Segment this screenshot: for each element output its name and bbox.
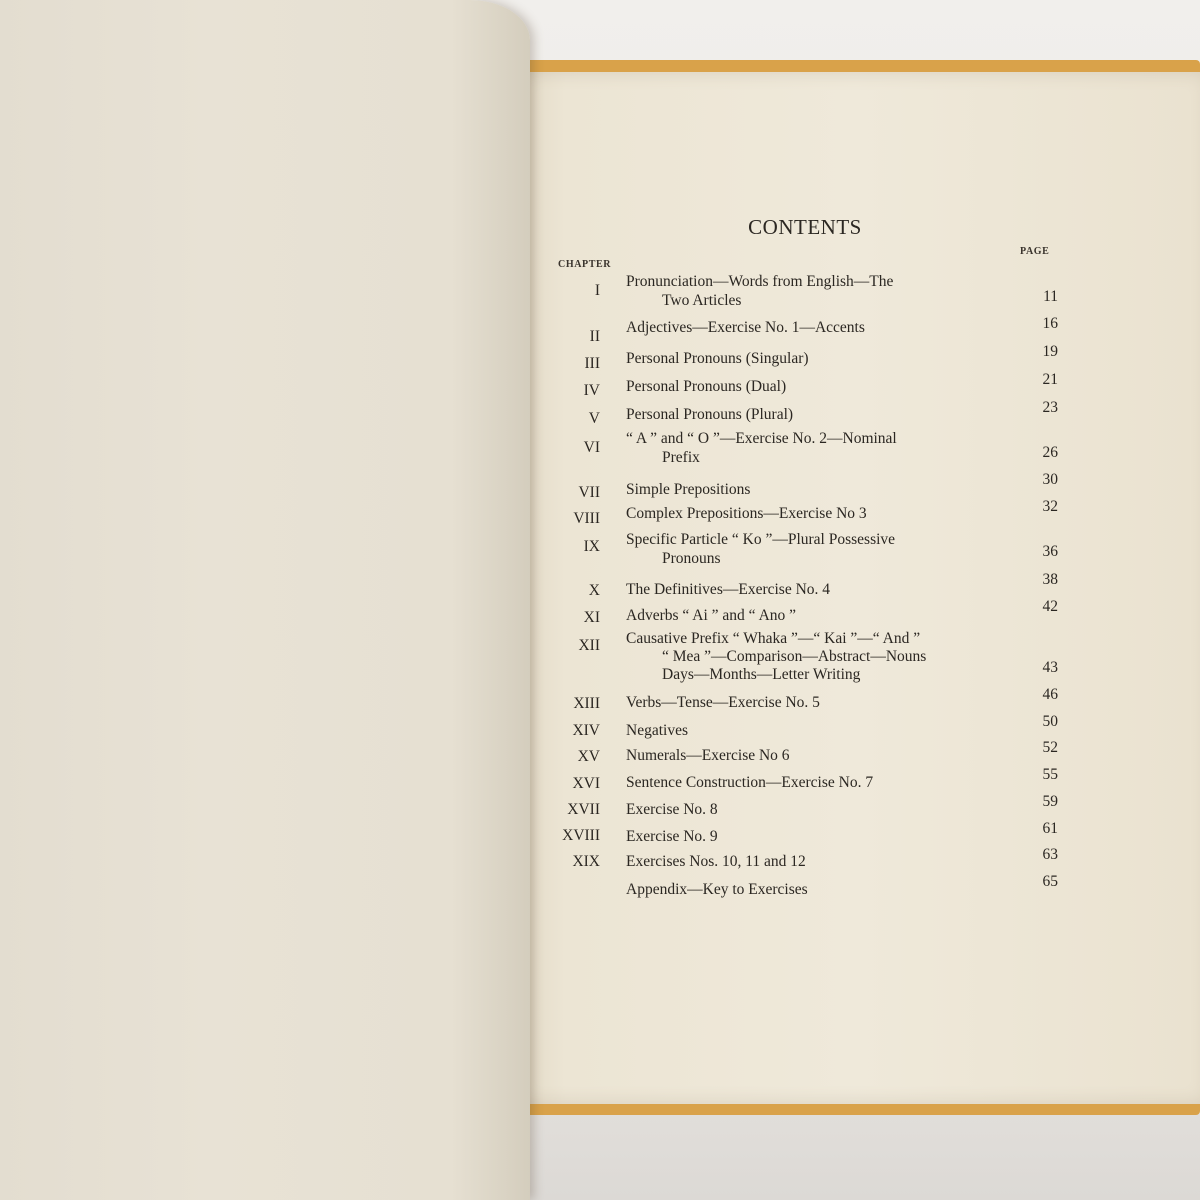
chapter-title: Simple Prepositions bbox=[626, 481, 751, 498]
chapter-title-line: Specific Particle “ Ko ”—Plural Possessive bbox=[626, 531, 896, 548]
chapter-title: Appendix—Key to Exercises bbox=[626, 881, 808, 898]
chapter-title-line: “ Mea ”—Comparison—Abstract—Nouns bbox=[662, 648, 927, 665]
chapter-numeral: XVIII bbox=[562, 827, 600, 844]
page-title: CONTENTS bbox=[748, 215, 862, 239]
chapter-numeral: VII bbox=[578, 484, 600, 501]
toc-entry bbox=[540, 630, 1070, 683]
page-number: 46 bbox=[1042, 686, 1058, 703]
page-number: 23 bbox=[1042, 399, 1058, 416]
chapter-title: Adverbs “ Ai ” and “ Ano ” bbox=[626, 607, 797, 624]
chapter-title: Exercise No. 8 bbox=[626, 801, 718, 818]
page-number: 19 bbox=[1042, 343, 1058, 360]
chapter-numeral: XII bbox=[578, 637, 600, 654]
chapter-numeral: X bbox=[588, 582, 600, 599]
page-number: 36 bbox=[1042, 543, 1058, 560]
page-number: 16 bbox=[1042, 315, 1058, 332]
page-number: 50 bbox=[1042, 713, 1058, 730]
chapter-title: Numerals—Exercise No 6 bbox=[626, 747, 790, 764]
chapter-title-line: Pronouns bbox=[662, 550, 721, 567]
chapter-title: The Definitives—Exercise No. 4 bbox=[626, 581, 831, 598]
page-number: 30 bbox=[1042, 471, 1058, 488]
left-page bbox=[0, 0, 530, 1200]
page-number: 42 bbox=[1042, 598, 1058, 615]
chapter-numeral: VIII bbox=[573, 510, 600, 527]
chapter-column-header: CHAPTER bbox=[558, 259, 612, 270]
chapter-numeral: III bbox=[584, 355, 600, 372]
chapter-numeral: VI bbox=[583, 439, 600, 456]
chapter-numeral: XVII bbox=[567, 801, 600, 818]
chapter-title: Personal Pronouns (Plural) bbox=[626, 406, 794, 423]
page-number: 52 bbox=[1042, 739, 1058, 756]
toc-entry bbox=[540, 873, 1070, 924]
chapter-numeral: V bbox=[588, 410, 600, 427]
chapter-title: Sentence Construction—Exercise No. 7 bbox=[626, 774, 874, 791]
chapter-title: Verbs—Tense—Exercise No. 5 bbox=[626, 694, 820, 711]
page-number: 43 bbox=[1042, 659, 1058, 676]
toc-entry bbox=[540, 530, 1070, 574]
page-column-header: PAGE bbox=[1020, 246, 1050, 257]
page-number: 63 bbox=[1042, 846, 1058, 863]
page-number: 59 bbox=[1042, 793, 1058, 810]
chapter-numeral: XIV bbox=[572, 722, 600, 739]
toc-entry bbox=[540, 429, 1070, 473]
page-number: 61 bbox=[1042, 820, 1058, 837]
page-number: 26 bbox=[1042, 444, 1058, 461]
chapter-title-line: Prefix bbox=[662, 449, 700, 466]
chapter-title-line: “ A ” and “ O ”—Exercise No. 2—Nominal bbox=[626, 430, 897, 447]
chapter-title: Complex Prepositions—Exercise No 3 bbox=[626, 505, 867, 522]
chapter-title bbox=[626, 272, 988, 310]
chapter-title: Exercise No. 9 bbox=[626, 828, 718, 845]
chapter-title-line: Pronunciation—Words from English—The bbox=[626, 273, 894, 290]
chapter-numeral: XVI bbox=[572, 775, 600, 792]
chapter-numeral: XV bbox=[577, 748, 600, 765]
chapter-title-line: Causative Prefix “ Whaka ”—“ Kai ”—“ And ” bbox=[626, 630, 921, 647]
chapter-title-line: Two Articles bbox=[662, 292, 742, 309]
chapter-title: Personal Pronouns (Singular) bbox=[626, 350, 809, 367]
page-number: 55 bbox=[1042, 766, 1058, 783]
page-number: 65 bbox=[1042, 873, 1058, 890]
chapter-title-line: Days—Months—Letter Writing bbox=[662, 666, 861, 683]
chapter-title bbox=[626, 530, 988, 568]
chapter-numeral: IV bbox=[583, 382, 600, 399]
chapter-numeral: XIII bbox=[573, 695, 600, 712]
chapter-numeral: XI bbox=[583, 609, 600, 626]
page-number: 32 bbox=[1042, 498, 1058, 515]
chapter-title bbox=[626, 630, 988, 684]
page-number: 38 bbox=[1042, 571, 1058, 588]
chapter-numeral: IX bbox=[583, 538, 600, 555]
chapter-title: Personal Pronouns (Dual) bbox=[626, 378, 787, 395]
chapter-title: Exercises Nos. 10, 11 and 12 bbox=[626, 853, 806, 870]
chapter-title: Adjectives—Exercise No. 1—Accents bbox=[626, 319, 865, 336]
toc-entry bbox=[540, 272, 1070, 316]
page-number: 21 bbox=[1042, 371, 1058, 388]
chapter-numeral: XIX bbox=[572, 853, 600, 870]
chapter-title bbox=[626, 429, 988, 467]
chapter-numeral: II bbox=[589, 328, 600, 345]
chapter-numeral: I bbox=[594, 282, 600, 299]
page-number: 11 bbox=[1043, 288, 1058, 305]
chapter-title: Negatives bbox=[626, 722, 688, 739]
